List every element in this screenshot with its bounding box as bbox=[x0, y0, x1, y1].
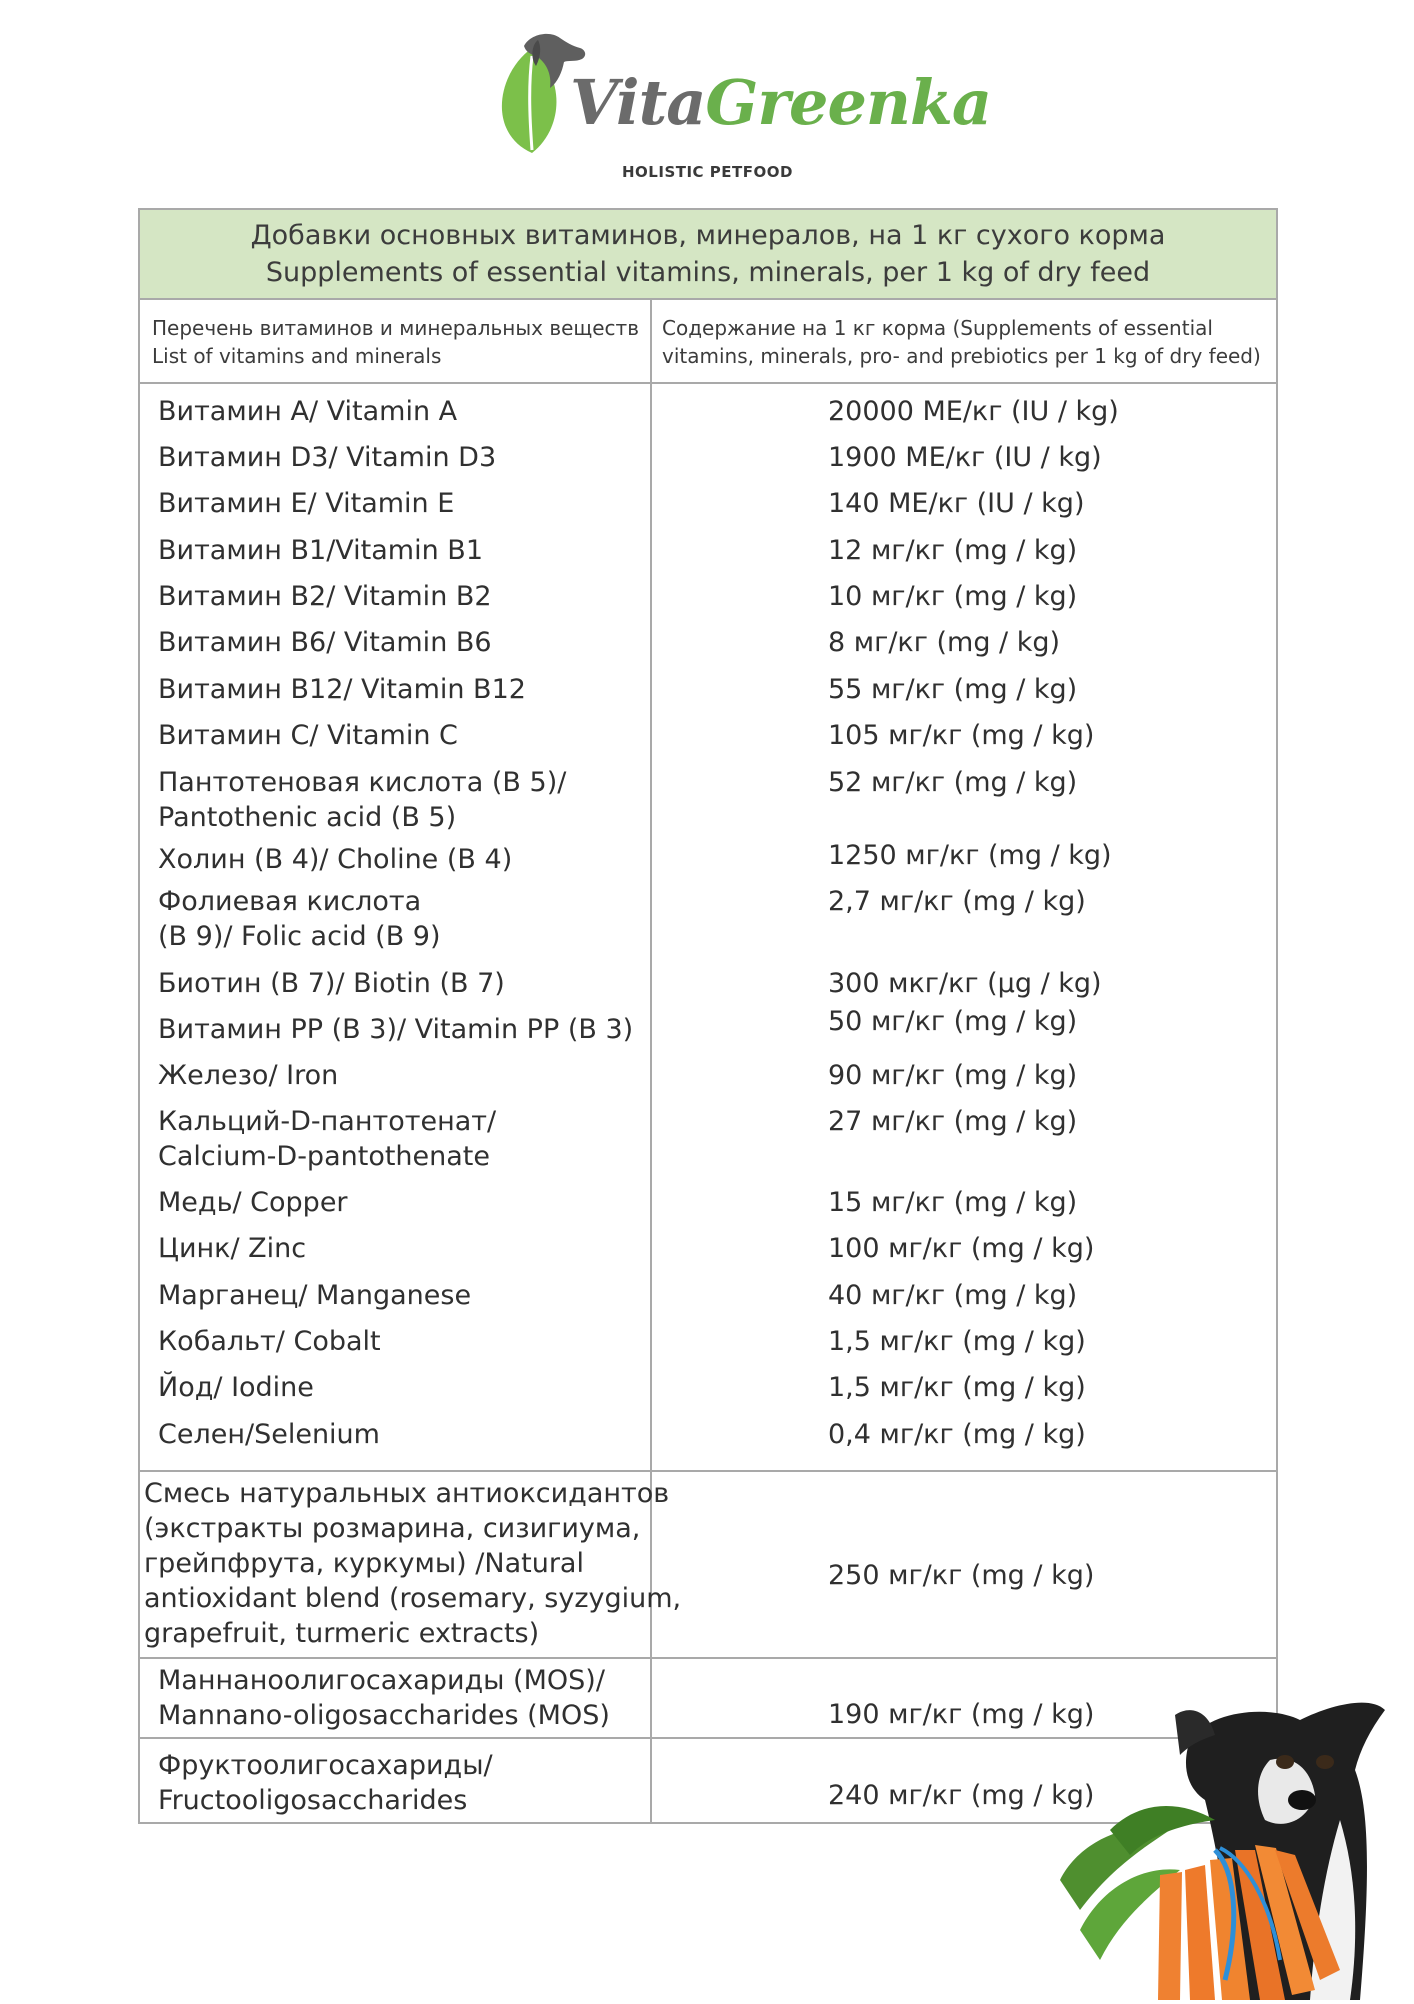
row-name: Медь/ Copper bbox=[158, 1187, 348, 1218]
row-value: 105 мг/кг (mg / kg) bbox=[828, 720, 1095, 751]
antioxidant-line: grapefruit, turmeric extracts) bbox=[144, 1618, 540, 1649]
row-name-line2: (В 9)/ Folic acid (B 9) bbox=[158, 921, 441, 952]
row-value: 1900 МЕ/кг (IU / kg) bbox=[828, 442, 1102, 473]
row-value: 20000 МЕ/кг (IU / kg) bbox=[828, 396, 1119, 427]
row-value: 100 мг/кг (mg / kg) bbox=[828, 1233, 1095, 1264]
row-name: Цинк/ Zinc bbox=[158, 1233, 307, 1264]
row-name-line2: Pantothenic acid (B 5) bbox=[158, 802, 457, 833]
row-value: 40 мг/кг (mg / kg) bbox=[828, 1280, 1078, 1311]
antioxidant-line: antioxidant blend (rosemary, syzygium, bbox=[144, 1583, 682, 1614]
table-header-row bbox=[140, 300, 1276, 384]
column-header-content-line1: Содержание на 1 кг корма (Supplements of essential bbox=[662, 316, 1213, 340]
column-header-list-ru: Перечень витаминов и минеральных веществ bbox=[152, 316, 639, 340]
row-value: 15 мг/кг (mg / kg) bbox=[828, 1187, 1078, 1218]
row-name: Марганец/ Manganese bbox=[158, 1280, 472, 1311]
brand-name-vita: Vita bbox=[570, 66, 706, 139]
row-name: Селен/Selenium bbox=[158, 1419, 380, 1450]
row-value: 1,5 мг/кг (mg / kg) bbox=[828, 1326, 1086, 1357]
column-header-content bbox=[662, 314, 1261, 370]
row-value: 10 мг/кг (mg / kg) bbox=[828, 581, 1078, 612]
row-divider bbox=[140, 1470, 1276, 1472]
row-name: Витамин В6/ Vitamin B6 bbox=[158, 627, 492, 658]
antioxidant-line: Смесь натуральных антиоксидантов bbox=[144, 1478, 670, 1509]
mos-line: Mannano-oligosaccharides (MOS) bbox=[158, 1700, 610, 1731]
row-name: Витамин E/ Vitamin E bbox=[158, 488, 455, 519]
row-divider bbox=[140, 1657, 1276, 1659]
row-name: Кальций-D-пантотенат/ bbox=[158, 1106, 497, 1137]
row-value: 12 мг/кг (mg / kg) bbox=[828, 535, 1078, 566]
row-name: Витамин С/ Vitamin C bbox=[158, 720, 458, 751]
fos-line: Фруктоолигосахариды/ bbox=[158, 1750, 493, 1781]
row-name: Витамин В12/ Vitamin B12 bbox=[158, 674, 526, 705]
row-value: 1250 мг/кг (mg / kg) bbox=[828, 840, 1112, 871]
table-title bbox=[140, 210, 1276, 300]
fos-name bbox=[158, 1748, 493, 1818]
row-value: 90 мг/кг (mg / kg) bbox=[828, 1060, 1078, 1091]
row-name: Витамин А/ Vitamin A bbox=[158, 396, 458, 427]
row-name-line2: Calcium-D-pantothenate bbox=[158, 1141, 491, 1172]
brand-name-greenka: Greenka bbox=[705, 66, 992, 139]
row-name: Кобальт/ Cobalt bbox=[158, 1326, 381, 1357]
column-header-list-en: List of vitamins and minerals bbox=[152, 344, 442, 368]
row-name: Витамин PP (В 3)/ Vitamin PP (B 3) bbox=[158, 1014, 634, 1045]
mos-name bbox=[158, 1663, 610, 1733]
dog-with-carrots-photo bbox=[1040, 1700, 1414, 2000]
antioxidant-name bbox=[144, 1476, 681, 1651]
brand-logo bbox=[492, 28, 992, 188]
row-value: 52 мг/кг (mg / kg) bbox=[828, 767, 1078, 798]
row-name: Витамин В2/ Vitamin B2 bbox=[158, 581, 492, 612]
column-header-list bbox=[152, 314, 639, 370]
row-name: Биотин (В 7)/ Biotin (B 7) bbox=[158, 968, 505, 999]
fos-line: Fructooligosaccharides bbox=[158, 1785, 468, 1816]
row-value: 140 МЕ/кг (IU / kg) bbox=[828, 488, 1085, 519]
row-value: 27 мг/кг (mg / kg) bbox=[828, 1106, 1078, 1137]
row-name: Витамин В1/Vitamin B1 bbox=[158, 535, 484, 566]
table-title-ru: Добавки основных витаминов, минералов, на 1 кг сухого корма bbox=[250, 220, 1166, 251]
row-value: 0,4 мг/кг (mg / kg) bbox=[828, 1419, 1086, 1450]
brand-tagline: HOLISTIC PETFOOD bbox=[622, 163, 793, 181]
antioxidant-line: грейпфрута, куркумы) /Natural bbox=[144, 1548, 584, 1579]
row-value: 50 мг/кг (mg / kg) bbox=[828, 1006, 1078, 1037]
mos-value: 190 мг/кг (mg / kg) bbox=[828, 1699, 1095, 1730]
row-name: Витамин D3/ Vitamin D3 bbox=[158, 442, 497, 473]
brand-name bbox=[570, 66, 992, 139]
row-value: 1,5 мг/кг (mg / kg) bbox=[828, 1372, 1086, 1403]
row-value: 2,7 мг/кг (mg / kg) bbox=[828, 886, 1086, 917]
row-value: 300 мкг/кг (µg / kg) bbox=[828, 968, 1102, 999]
supplements-table bbox=[138, 208, 1278, 1824]
column-header-content-line2: vitamins, minerals, pro- and prebiotics per 1 kg of dry feed) bbox=[662, 344, 1261, 368]
row-name: Фолиевая кислота bbox=[158, 886, 422, 917]
antioxidant-line: (экстракты розмарина, сизигиума, bbox=[144, 1513, 641, 1544]
row-name: Железо/ Iron bbox=[158, 1060, 339, 1091]
fos-value: 240 мг/кг (mg / kg) bbox=[828, 1780, 1095, 1811]
row-name: Пантотеновая кислота (В 5)/ bbox=[158, 767, 567, 798]
antioxidant-value: 250 мг/кг (mg / kg) bbox=[828, 1560, 1095, 1591]
mos-line: Маннаноолигосахариды (MOS)/ bbox=[158, 1665, 605, 1696]
table-title-en: Supplements of essential vitamins, minerals, per 1 kg of dry feed bbox=[265, 257, 1151, 288]
row-name: Холин (В 4)/ Choline (B 4) bbox=[158, 844, 513, 875]
row-name: Йод/ Iodine bbox=[158, 1372, 314, 1403]
row-value: 8 мг/кг (mg / kg) bbox=[828, 627, 1061, 658]
row-value: 55 мг/кг (mg / kg) bbox=[828, 674, 1078, 705]
